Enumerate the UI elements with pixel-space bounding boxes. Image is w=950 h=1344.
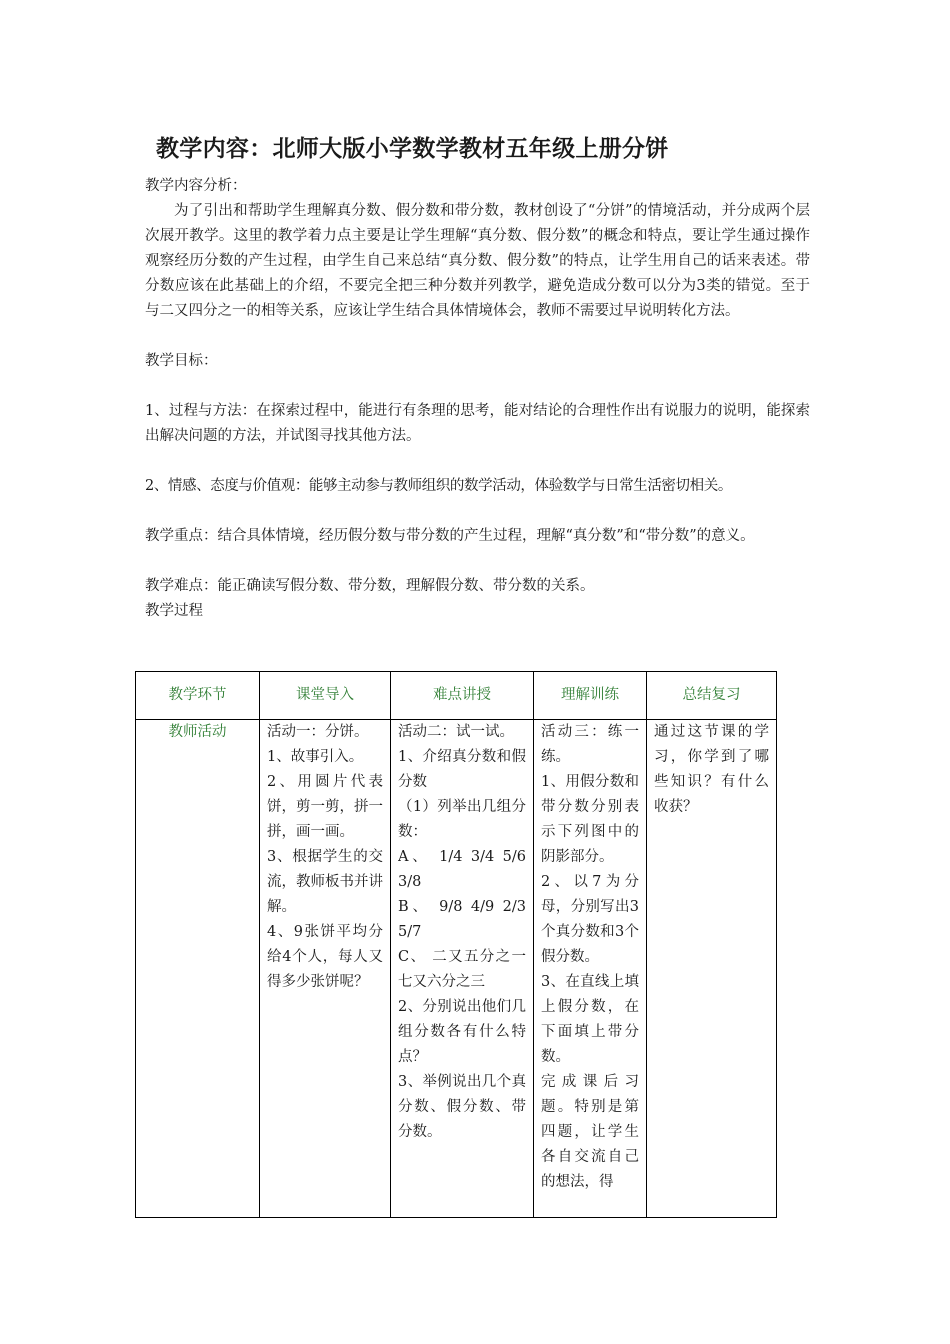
cell-line: 活动一：分饼。 <box>267 724 369 740</box>
cell-line: 3、根据学生的交流，教师板书并讲解。 <box>267 849 383 915</box>
cell-line: 活动二：试一试。 <box>398 724 514 740</box>
teaching-process-table <box>135 671 777 1218</box>
table-cell-intro <box>260 720 391 1218</box>
cell-line: 活动三：练一练。 <box>541 724 639 765</box>
cell-line: 3、在直线上填上假分数，在下面填上带分数。 <box>541 974 639 1065</box>
column-header: 难点讲授 <box>391 672 534 720</box>
cell-line: （1）列举出几组分数： <box>398 799 526 840</box>
objectives-heading: 教学目标： <box>145 353 218 369</box>
analysis-heading: 教学内容分析： <box>145 178 247 194</box>
cell-line: 2、分别说出他们几组分数各有什么特点？ <box>398 999 526 1065</box>
cell-line: 2、以7为分母，分别写出3个真分数和3个假分数。 <box>541 874 639 965</box>
cell-line: B、 9/8 4/9 2/3 5/7 <box>398 899 526 940</box>
process-heading: 教学过程 <box>145 603 203 619</box>
table-cell-practice <box>534 720 647 1218</box>
cell-line: 1、介绍真分数和假分数 <box>398 749 526 790</box>
objective-item-1: 1、过程与方法：在探索过程中，能进行有条理的思考，能对结论的合理性作出有说服力的说明，能探索出解决问题的方法，并试图寻找其他方法。 <box>145 403 810 444</box>
table-row <box>136 720 777 1218</box>
objective-item-2: 2、情感、态度与价值观：能够主动参与教师组织的数学活动，体验数学与日常生活密切相关。 <box>145 478 732 494</box>
analysis-paragraph: 为了引出和帮助学生理解真分数、假分数和带分数，教材创设了“分饼”的情境活动，并分成两个层次展开教学。这里的教学着力点主要是让学生理解“真分数、假分数”的概念和特点，要让学生通过操作观察经历分数的产生过程，由学生自己来总结“真分数、假分数”的特点，让学生用自己的话来表述。带分数应该在此基础上的介绍，不要完全把三种分数并列教学，避免造成分数可以分为3类的错觉。至于 与二又四分之一的相等关系，应该让学生结合具体情境体会，教师不需要过早说明转化方法。 <box>145 203 810 319</box>
cell-line: 3、举例说出几个真分数、假分数、带分数。 <box>398 1074 526 1140</box>
column-header: 理解训练 <box>534 672 647 720</box>
document-title: 教学内容：北师大版小学数学教材五年级上册分饼 <box>156 136 669 162</box>
key-point: 教学重点：结合具体情境，经历假分数与带分数的产生过程，理解“真分数”和“带分数”的意义。 <box>145 528 755 544</box>
cell-line: 1、用假分数和带分数分别表示下列图中的阴影部分。 <box>541 774 639 865</box>
table-cell-summary <box>647 720 777 1218</box>
cell-line: C、 二又五分之一 七又六分之三 <box>398 949 526 990</box>
document-body <box>145 174 810 624</box>
table-header-row <box>136 672 777 720</box>
cell-line: 完成课后习题。特别是第四题，让学生各自交流自己的想法，得 <box>541 1074 639 1190</box>
row-label: 教师活动 <box>136 720 260 1218</box>
difficulty: 教学难点：能正确读写假分数、带分数，理解假分数、带分数的关系。 <box>145 578 595 594</box>
cell-line: 2、用圆片代表饼，剪一剪，拼一拼，画一画。 <box>267 774 383 840</box>
column-header: 总结复习 <box>647 672 777 720</box>
column-header: 课堂导入 <box>260 672 391 720</box>
table-cell-lecture <box>391 720 534 1218</box>
cell-line: A、 1/4 3/4 5/6 3/8 <box>398 849 526 890</box>
cell-line: 1、故事引入。 <box>267 749 364 765</box>
column-header: 教学环节 <box>136 672 260 720</box>
cell-line: 4、9张饼平均分给4个人，每人又得多少张饼呢？ <box>267 924 383 990</box>
cell-line: 通过这节课的学习，你学到了哪些知识？有什么收获？ <box>654 724 769 815</box>
